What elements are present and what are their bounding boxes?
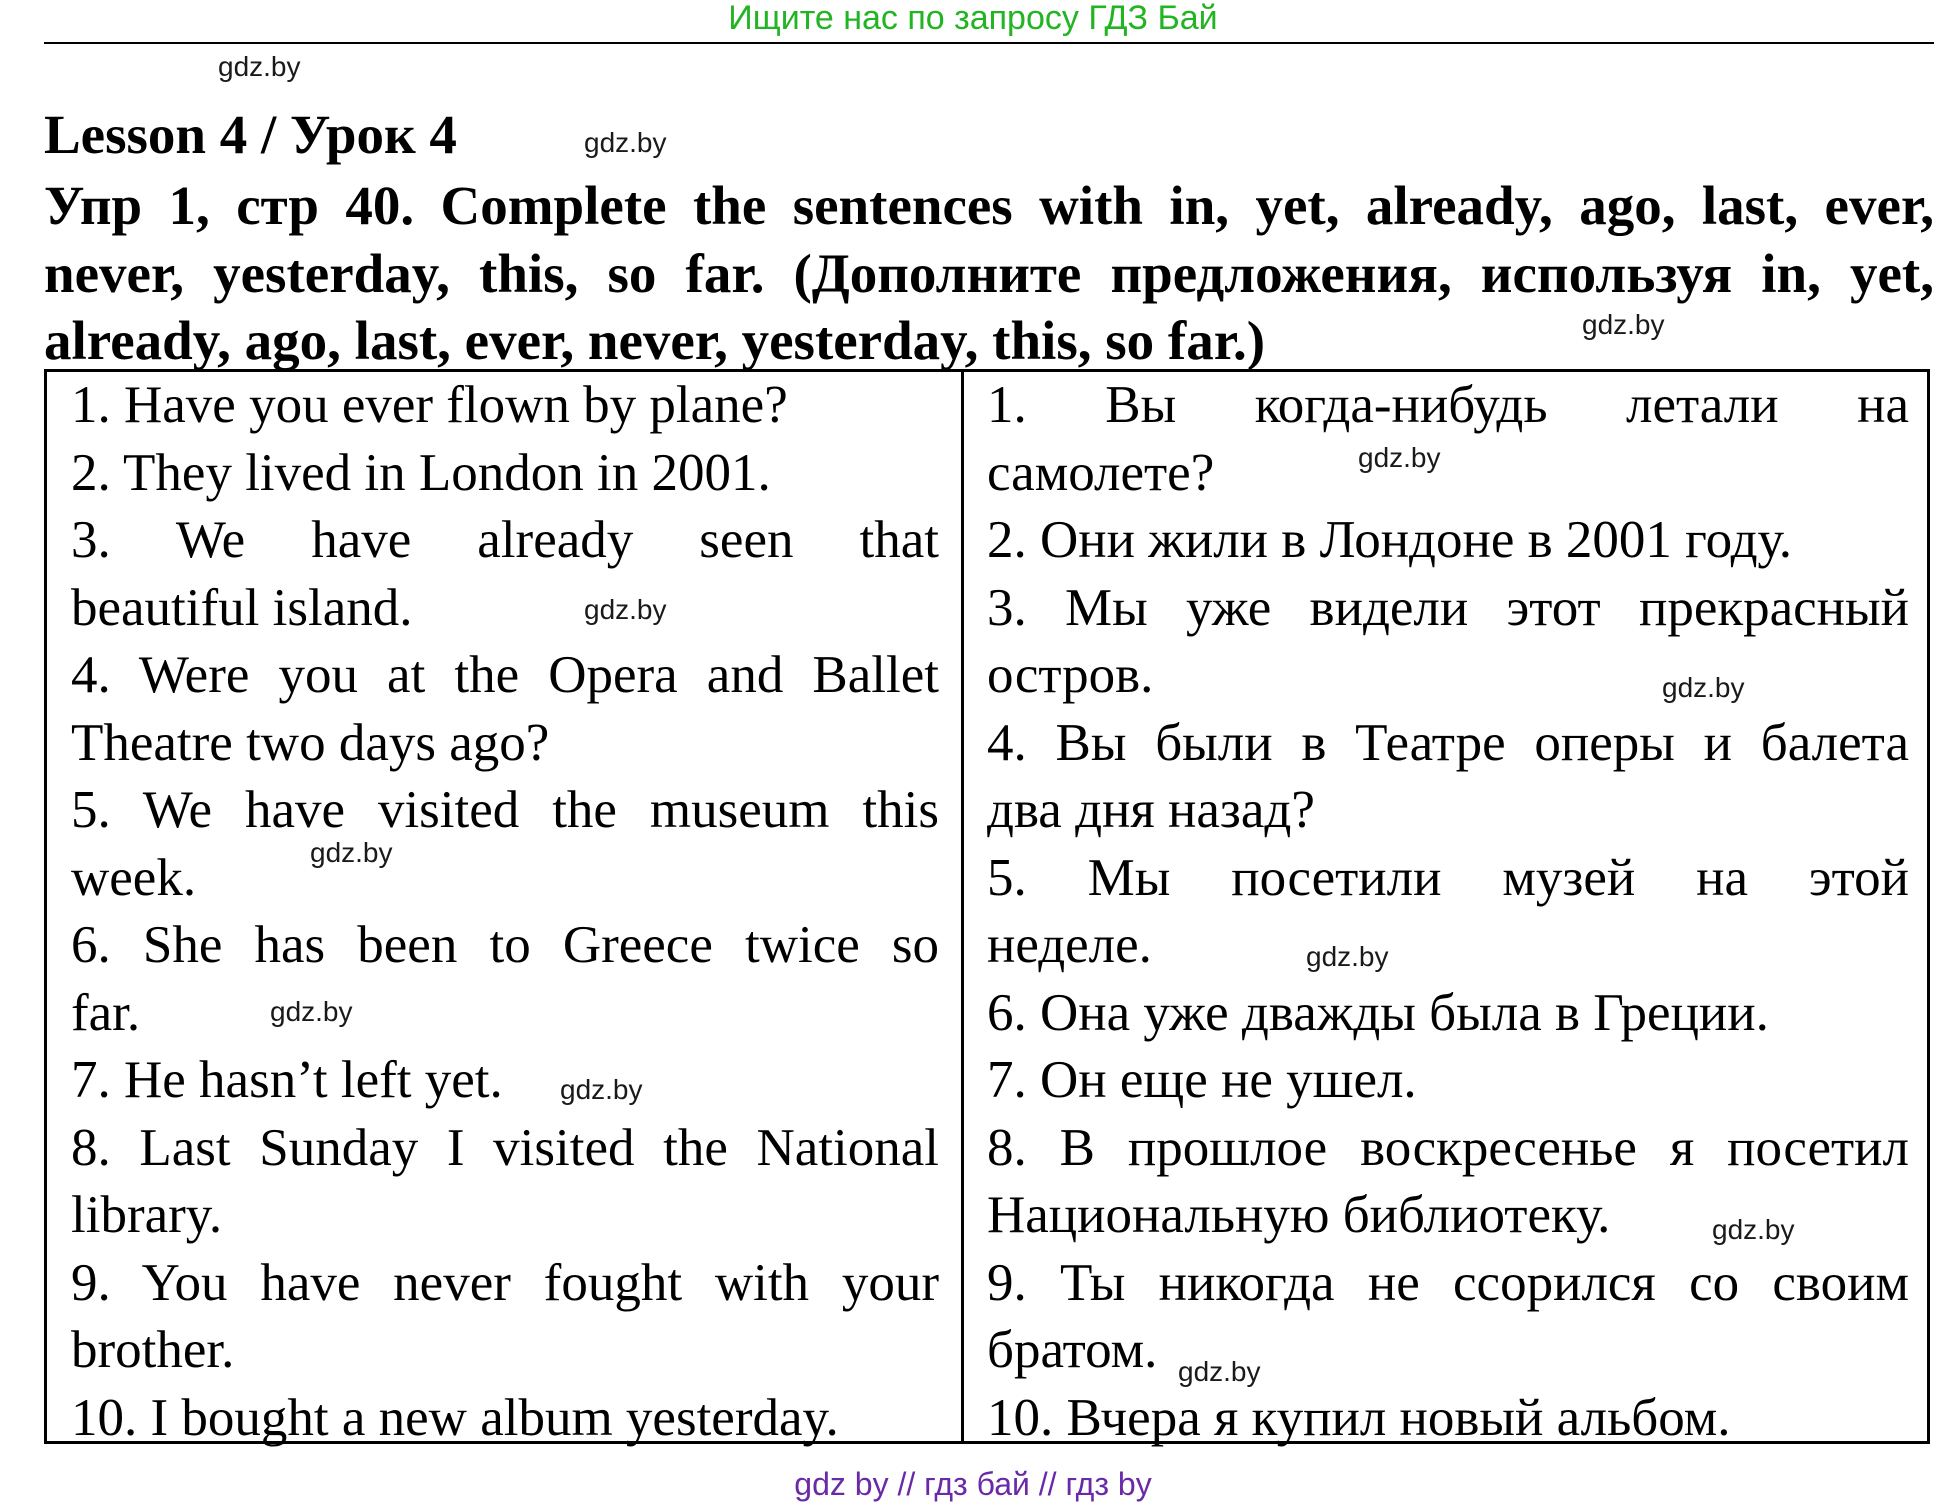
russian-line: самолете? — [987, 443, 1215, 502]
english-line: 2. They lived in London in 2001. — [71, 443, 771, 502]
english-line: 3. We have already seen that — [71, 511, 939, 569]
russian-line: 4. Вы были в Театре оперы и балета — [987, 713, 1909, 772]
russian-line: 1. Вы когда-нибудь летали на — [987, 376, 1909, 434]
watermark: gdz.by — [1662, 672, 1745, 703]
watermark: gdz.by — [1178, 1356, 1261, 1387]
russian-line: братом. — [987, 1321, 1158, 1379]
watermark: gdz.by — [1712, 1214, 1795, 1245]
russian-line: 5. Мы посетили музей на этой — [987, 848, 1909, 907]
watermark: gdz.by — [560, 1074, 643, 1105]
lesson-title: Lesson 4 / Урок 4 — [44, 104, 457, 165]
watermark: gdz.by — [270, 996, 353, 1027]
watermark: gdz.by — [1582, 309, 1665, 340]
english-line: beautiful island. — [71, 578, 413, 637]
russian-line: неделе. — [987, 916, 1152, 974]
russian-line: 7. Он еще не ушел. — [987, 1051, 1417, 1109]
watermark: gdz.by — [218, 51, 301, 82]
russian-line: 6. Она уже дважды была в Греции. — [987, 983, 1769, 1042]
english-line: 6. She has been to Greece twice so — [71, 916, 939, 974]
watermark: gdz.by — [1306, 941, 1389, 972]
english-line: 4. Were you at the Opera and Ballet — [71, 646, 939, 704]
russian-line: 3. Мы уже видели этот прекрасный — [987, 578, 1909, 637]
answers-table — [44, 369, 1930, 1447]
english-line: library. — [71, 1186, 223, 1244]
watermark: gdz.by — [584, 594, 667, 625]
top-divider — [44, 42, 1934, 44]
russian-line: 10. Вчера я купил новый альбом. — [987, 1388, 1731, 1447]
english-line: far. — [71, 983, 141, 1042]
russian-line: остров. — [987, 646, 1154, 704]
english-line: brother. — [71, 1321, 235, 1379]
russian-line: 8. В прошлое воскресенье я посетил — [987, 1118, 1909, 1177]
task-instructions — [44, 172, 1934, 375]
russian-line: два дня назад? — [987, 781, 1315, 839]
task-line: never, yesterday, this, so far. (Дополните предложения, используя in, yet, — [44, 242, 1934, 304]
russian-line: 2. Они жили в Лондоне в 2001 году. — [987, 511, 1792, 569]
column-divider — [961, 372, 964, 1441]
english-line: 1. Have you ever flown by plane? — [71, 376, 788, 434]
english-line: Theatre two days ago? — [71, 713, 550, 772]
russian-line: 9. Ты никогда не ссорился со своим — [987, 1253, 1909, 1312]
russian-line: Национальную библиотеку. — [987, 1186, 1611, 1244]
english-line: 7. He hasn’t left yet. — [71, 1051, 503, 1109]
english-line: 5. We have visited the museum this — [71, 781, 939, 839]
english-line: 8. Last Sunday I visited the National — [71, 1118, 939, 1177]
english-line: 10. I bought a new album yesterday. — [71, 1388, 839, 1447]
top-banner: Ищите нас по запросу ГДЗ Бай — [728, 0, 1218, 37]
footer: gdz by // гдз бай // гдз by — [794, 1466, 1152, 1502]
task-line: already, ago, last, ever, never, yesterday, this, so far.) — [44, 310, 1266, 371]
watermark: gdz.by — [1358, 442, 1441, 473]
english-column — [71, 372, 939, 1452]
task-line: Упр 1, стр 40. Complete the sentences with in, yet, already, ago, last, ever, — [44, 175, 1934, 236]
russian-column — [987, 372, 1909, 1452]
english-line: week. — [71, 848, 197, 907]
english-line: 9. You have never fought with your — [71, 1253, 939, 1312]
watermark: gdz.by — [584, 127, 667, 158]
watermark: gdz.by — [310, 837, 393, 868]
